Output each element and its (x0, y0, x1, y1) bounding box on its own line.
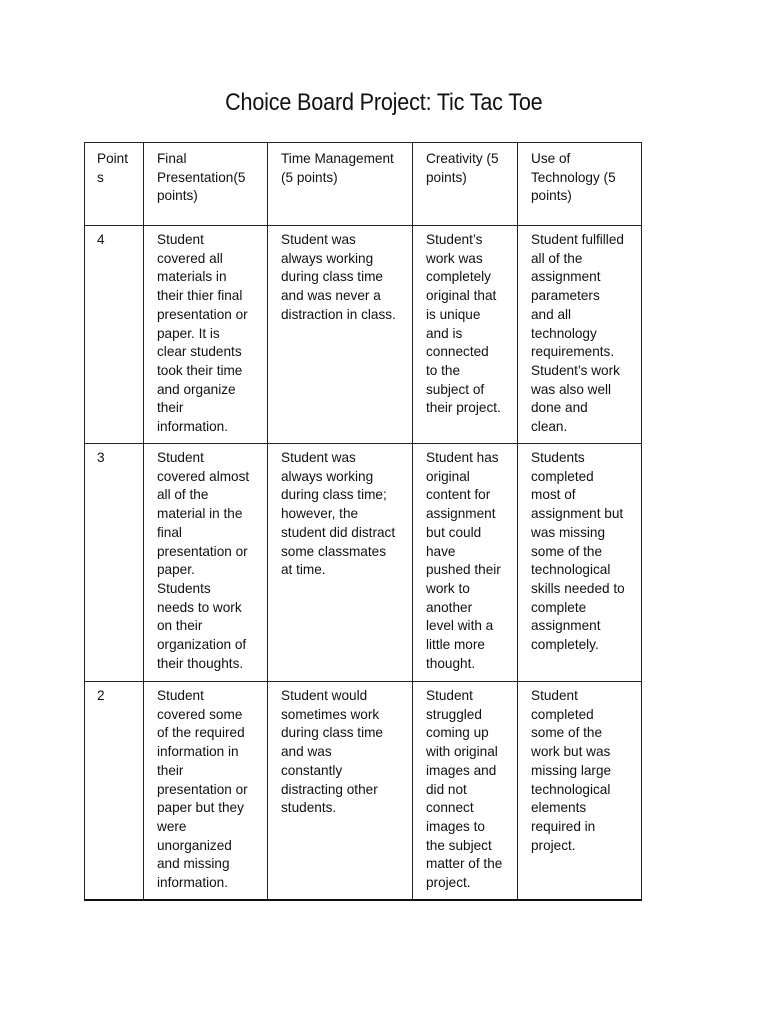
technology-cell: Student fulfilled all of the assignment parameters and all technology requirements. Student’s work was also well done and clean. (518, 226, 642, 444)
final-presentation-cell: Student covered some of the required information in their presentation or paper but they were unorganized and missing information. (144, 682, 268, 901)
table-row (85, 444, 642, 682)
rubric-table (84, 142, 642, 901)
technology-cell: Students completed most of assignment but was missing some of the technological skills needed to complete assignment completely. (518, 444, 642, 682)
header-cell-final-presentation: Final Presentation(5 points) (144, 143, 268, 226)
time-management-cell: Student would sometimes work during class time and was constantly distracting other students. (268, 682, 413, 901)
table-row (85, 682, 642, 901)
page-title: Choice Board Project: Tic Tac Toe (225, 89, 543, 116)
final-presentation-cell: Student covered all materials in their thier final presentation or paper. It is clear students took their time and organize their information. (144, 226, 268, 444)
points-cell: 4 (85, 226, 144, 444)
header-cell-points: Point s (85, 143, 144, 226)
points-cell: 3 (85, 444, 144, 682)
creativity-cell: Student’s work was completely original that is unique and is connected to the subject of their project. (413, 226, 518, 444)
header-cell-technology: Use of Technology (5 points) (518, 143, 642, 226)
header-cell-creativity: Creativity (5 points) (413, 143, 518, 226)
header-row (85, 143, 642, 226)
time-management-cell: Student was always working during class time; however, the student did distract some classmates at time. (268, 444, 413, 682)
technology-cell: Student completed some of the work but was missing large technological elements required in project. (518, 682, 642, 901)
final-presentation-cell: Student covered almost all of the material in the final presentation or paper. Students needs to work on their organization of their thoughts. (144, 444, 268, 682)
creativity-cell: Student struggled coming up with original images and did not connect images to the subject matter of the project. (413, 682, 518, 901)
points-cell: 2 (85, 682, 144, 901)
time-management-cell: Student was always working during class time and was never a distraction in class. (268, 226, 413, 444)
creativity-cell: Student has original content for assignment but could have pushed their work to another level with a little more thought. (413, 444, 518, 682)
header-cell-time-management: Time Management (5 points) (268, 143, 413, 226)
table-row (85, 226, 642, 444)
